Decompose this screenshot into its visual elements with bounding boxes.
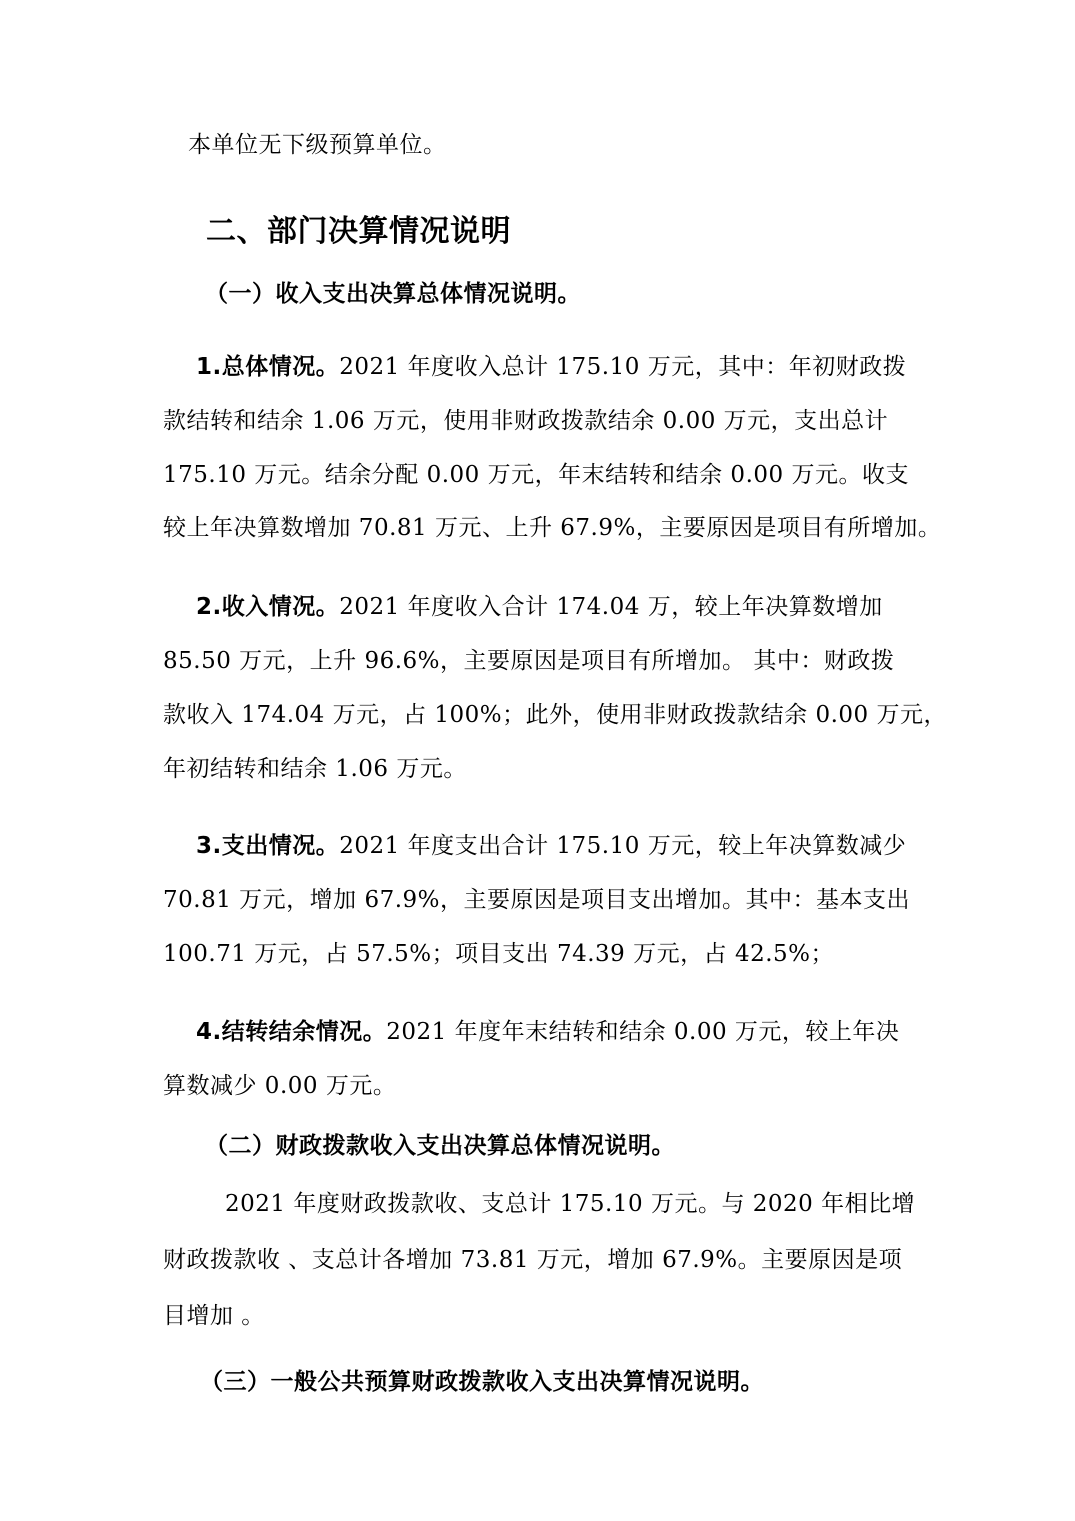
sub2-line: 财政拨款收 、支总计各增加 73.81 万元，增加 67.9%。主要原因是项: [163, 1247, 903, 1273]
item1-first-line: [196, 352, 906, 382]
item3-line: 100.71 万元，占 57.5%；项目支出 74.39 万元，占 42.5%；: [163, 941, 835, 967]
item3-lead: 3.支出情况。: [196, 833, 340, 859]
item4-lead: 4.结转结余情况。: [196, 1019, 387, 1045]
item2-line: 85.50 万元，上升 96.6%，主要原因是项目有所增加。 其中：财政拨: [163, 648, 895, 674]
item4-line: 算数减少 0.00 万元。: [163, 1073, 397, 1099]
sub2-line: 目增加 。: [163, 1303, 265, 1329]
subsection-title-2: （二）财政拨款收入支出决算总体情况说明。: [205, 1133, 675, 1159]
item2-line: 款收入 174.04 万元，占 100%；此外，使用非财政拨款结余 0.00 万元，: [163, 702, 947, 728]
item2-first-line: [196, 592, 883, 622]
item4-first-line: [196, 1017, 899, 1047]
item1-lead: 1.总体情况。: [196, 354, 340, 380]
intro-text: 本单位无下级预算单位。: [188, 132, 447, 158]
item2-line: 2021 年度收入合计 174.04 万，较上年决算数增加: [339, 594, 883, 620]
item3-first-line: [196, 831, 906, 861]
section-title: 二、部门决算情况说明: [206, 214, 511, 249]
subsection-title-3: （三）一般公共预算财政拨款收入支出决算情况说明。: [200, 1369, 764, 1395]
item3-line: 2021 年度支出合计 175.10 万元，较上年决算数减少: [339, 833, 907, 859]
item1-line: 2021 年度收入总计 175.10 万元，其中：年初财政拨: [339, 354, 907, 380]
subsection-title-1: （一）收入支出决算总体情况说明。: [205, 281, 581, 307]
item1-line: 较上年决算数增加 70.81 万元、上升 67.9%，主要原因是项目有所增加。: [163, 515, 942, 541]
item3-line: 70.81 万元，增加 67.9%，主要原因是项目支出增加。其中：基本支出: [163, 887, 911, 913]
item1-line: 款结转和结余 1.06 万元，使用非财政拨款结余 0.00 万元，支出总计: [163, 408, 889, 434]
item4-line: 2021 年度年末结转和结余 0.00 万元，较上年决: [386, 1019, 900, 1045]
sub2-line: 2021 年度财政拨款收、支总计 175.10 万元。与 2020 年相比增: [225, 1191, 916, 1217]
item2-lead: 2.收入情况。: [196, 594, 340, 620]
item1-line: 175.10 万元。结余分配 0.00 万元，年末结转和结余 0.00 万元。收支: [163, 462, 909, 488]
item2-line: 年初结转和结余 1.06 万元。: [163, 756, 467, 782]
